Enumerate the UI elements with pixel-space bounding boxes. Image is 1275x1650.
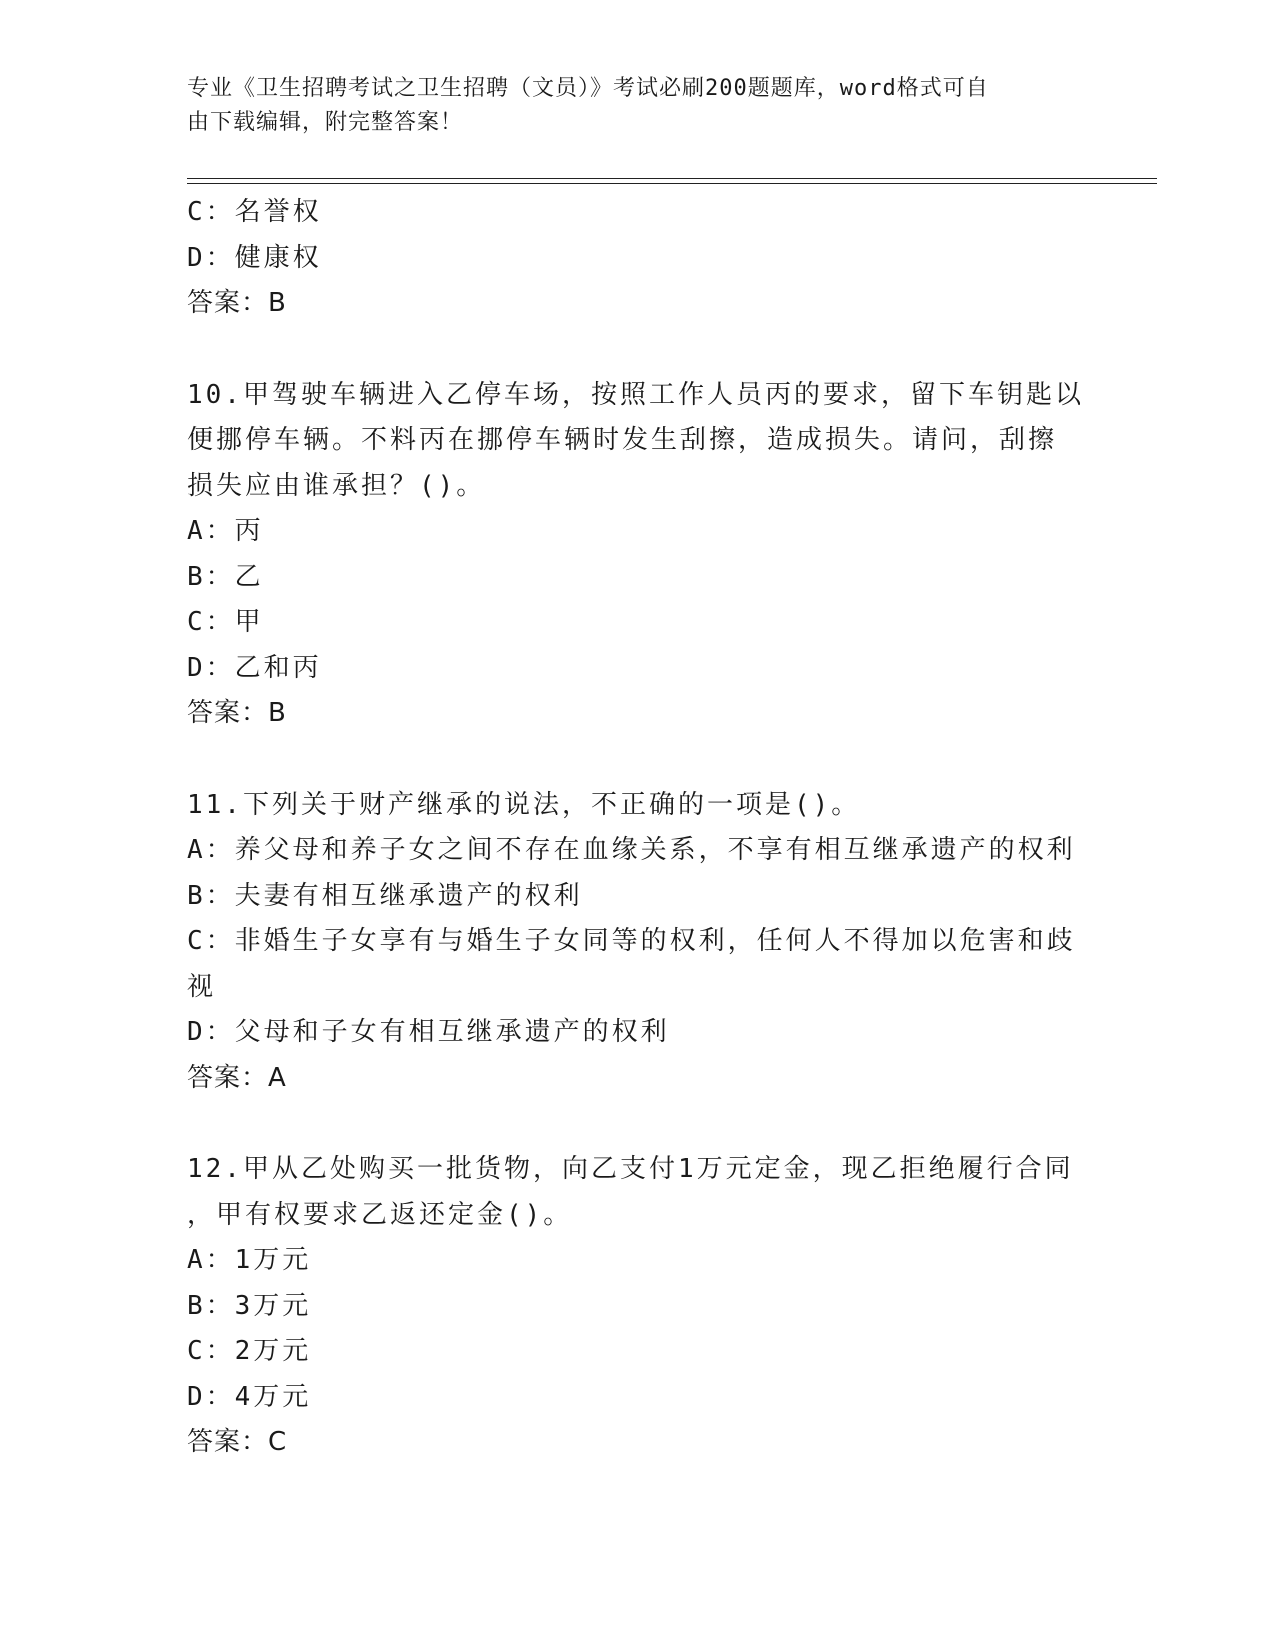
option-a: A：养父母和养子女之间不存在血缘关系，不享有相互继承遗产的权利 [187, 835, 1076, 865]
question-9-continued [187, 190, 1087, 327]
option-c-continued: 视 [187, 971, 217, 1002]
option-a: A：1万元 [187, 1245, 312, 1275]
question-text-line: 便挪停车辆。不料丙在挪停车辆时发生刮擦，造成损失。请问，刮擦 [187, 425, 1058, 455]
answer: 答案：C [187, 1427, 288, 1457]
header-line-1: 专业《卫生招聘考试之卫生招聘（文员）》考试必刷200题题库，word格式可自 [187, 76, 989, 101]
answer: 答案：B [187, 288, 287, 318]
document-body [187, 190, 1087, 1512]
option-d: D：父母和子女有相互继承遗产的权利 [187, 1017, 670, 1047]
option-c: C：甲 [187, 607, 264, 637]
question-11 [187, 783, 1087, 1102]
question-text-line: 11.下列关于财产继承的说法，不正确的一项是()。 [187, 789, 861, 820]
option-b: B：乙 [187, 561, 264, 592]
option-d: D：健康权 [187, 242, 322, 273]
option-a: A：丙 [187, 516, 264, 546]
option-b: B：夫妻有相互继承遗产的权利 [187, 880, 583, 911]
option-c: C：名誉权 [187, 197, 322, 227]
option-d: D：4万元 [187, 1381, 312, 1412]
option-b: B：3万元 [187, 1290, 312, 1321]
question-text-line: 10.甲驾驶车辆进入乙停车场，按照工作人员丙的要求，留下车钥匙以 [187, 379, 1084, 410]
question-text-line: 12.甲从乙处购买一批货物，向乙支付1万元定金，现乙拒绝履行合同 [187, 1154, 1074, 1184]
question-text-line: 损失应由谁承担？()。 [187, 470, 486, 501]
header-divider-top [187, 178, 1157, 179]
option-c: C：2万元 [187, 1336, 312, 1366]
header-line-2: 由下载编辑，附完整答案！ [187, 110, 464, 135]
question-text-line: ，甲有权要求乙返还定金()。 [187, 1199, 573, 1230]
answer: 答案：A [187, 1062, 287, 1093]
option-d: D：乙和丙 [187, 652, 322, 683]
answer: 答案：B [187, 698, 287, 728]
option-c: C：非婚生子女享有与婚生子女同等的权利，任何人不得加以危害和歧 [187, 926, 1076, 956]
question-12 [187, 1147, 1087, 1466]
document-header [187, 72, 1067, 140]
question-10 [187, 373, 1087, 737]
header-divider-bottom [187, 183, 1157, 184]
